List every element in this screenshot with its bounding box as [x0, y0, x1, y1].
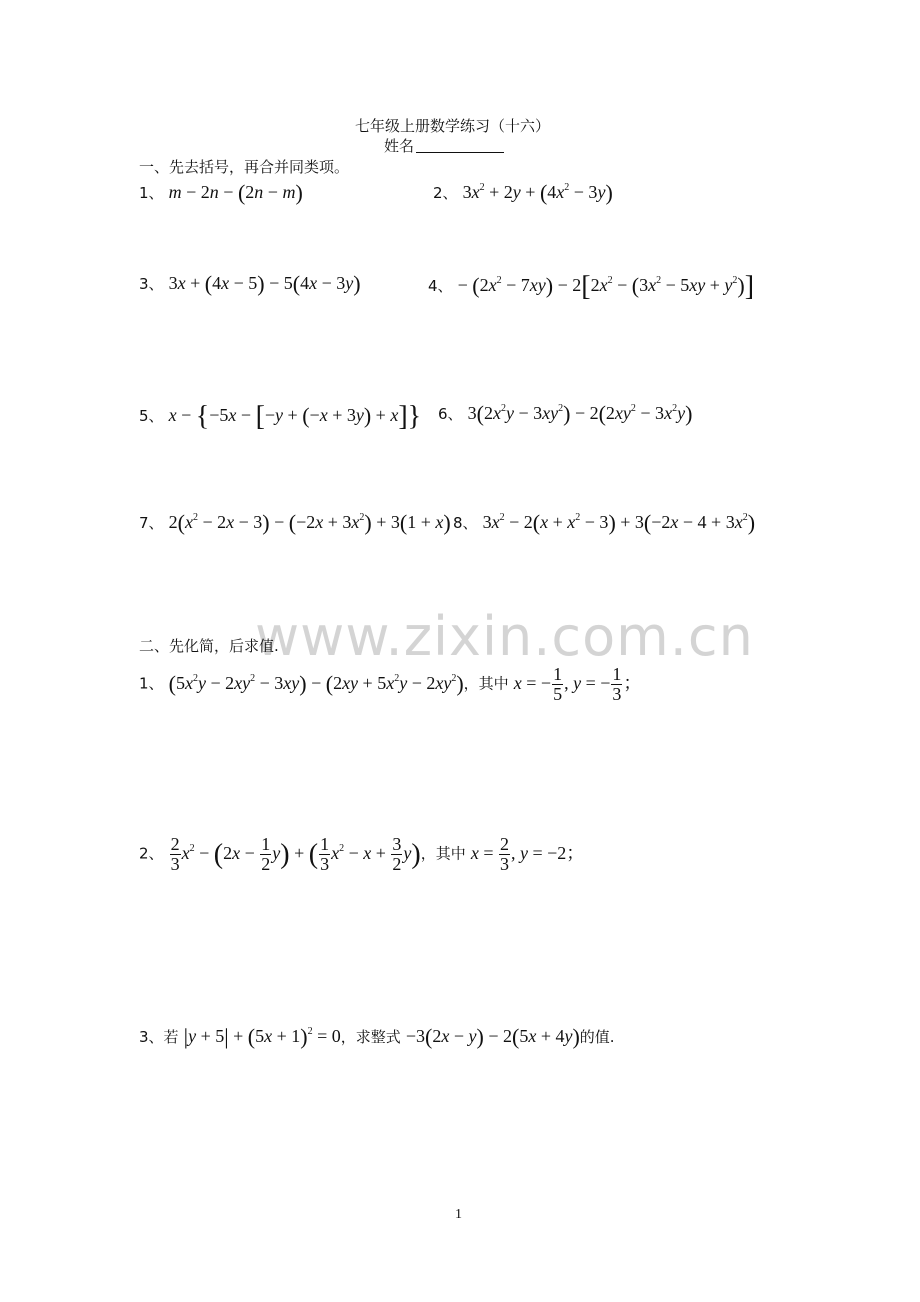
if-text: 若 [163, 1028, 179, 1046]
expression: − $(2x^2 - 7xy) - 2[2x^2 - (3x^2 - 5xy + y^2)]$ [457, 271, 755, 302]
section1-heading: 一、先去括号，再合并同类项。 [139, 158, 350, 176]
where-text: ，其中 [420, 844, 466, 863]
expression: $2(x^2 - 2x - 3) - (-2x + 3x^2) + 3(1 + x)$ [168, 510, 451, 535]
problem-3 [139, 271, 361, 297]
evaluate-problem-2 [139, 835, 584, 874]
expression: $3x^2 + 2y + (4x^2 - 3y)$ [462, 180, 613, 205]
expression: m − 2n − (2n − m) [168, 180, 303, 205]
expression: $3(2x^2y - 3xy^2) - 2(2xy^2 - 3x^2y)$ [467, 401, 693, 426]
expression: 3x + (4x − 5) − 5(4x − 3y) [168, 271, 361, 296]
problem-6 [438, 401, 692, 427]
problem-number: 1、 [139, 184, 164, 202]
problem-number: 2、 [433, 184, 458, 202]
problem-number: 3、 [139, 1028, 164, 1046]
page-title: 七年级上册数学练习（十六） [355, 117, 551, 135]
name-field [384, 135, 504, 156]
name-label: 姓名 [384, 137, 415, 155]
problem-number: 4、 [428, 277, 453, 295]
condition: $|y + 5| + (5x + 1)^2 = 0$ [183, 1024, 341, 1049]
condition: x = − $\frac{1}{5}$ , y = − $\frac{1}{3}$ ； [513, 664, 642, 704]
problem-5 [139, 401, 421, 433]
expression: $3x^2 - 2(x + x^2 - 3) + 3(-2x - 4 + 3x^2)$ [482, 510, 756, 535]
problem-number: 5、 [139, 407, 164, 425]
evaluate-problem-1 [139, 665, 641, 704]
problem-number: 1、 [139, 674, 164, 693]
expression: x − {−5x − [−y + (−x + 3y) + x]} [168, 401, 422, 432]
problem-number: 2、 [139, 844, 164, 863]
value-text: 的值. [579, 1028, 615, 1046]
problem-number: 6、 [438, 405, 463, 423]
problem-2 [433, 180, 613, 206]
problem-number: 8、 [453, 514, 478, 532]
expression: $\frac{2}{3}$ $x^2 - (2x$ − $\frac{1}{2}$ y) + ( $\frac{1}{3}$ $x^2 - x$ + $\frac{3}{2}$ y) [170, 834, 421, 874]
evaluate-problem-3 [139, 1024, 615, 1050]
problem-4 [428, 271, 754, 303]
name-blank [416, 138, 504, 153]
problem-7 [139, 510, 451, 536]
problem-1 [139, 180, 303, 206]
page-number: 1 [455, 1207, 462, 1222]
problem-number: 3、 [139, 275, 164, 293]
condition: x = $\frac{2}{3}$ , y = −2； [470, 834, 585, 874]
where-text: ，其中 [463, 674, 509, 693]
expression: −3(2x − y) − 2(5x + 4y) [405, 1024, 580, 1049]
find-text: ，求整式 [340, 1028, 401, 1046]
expression: $(5x^2y - 2xy^2 - 3xy) - (2xy + 5x^2y - 2xy^2)$ [168, 670, 464, 696]
problem-8 [453, 510, 755, 536]
section2-heading: 二、先化简，后求值. [139, 637, 279, 655]
problem-number: 7、 [139, 514, 164, 532]
watermark: www.zixin.com.cn [255, 605, 754, 668]
